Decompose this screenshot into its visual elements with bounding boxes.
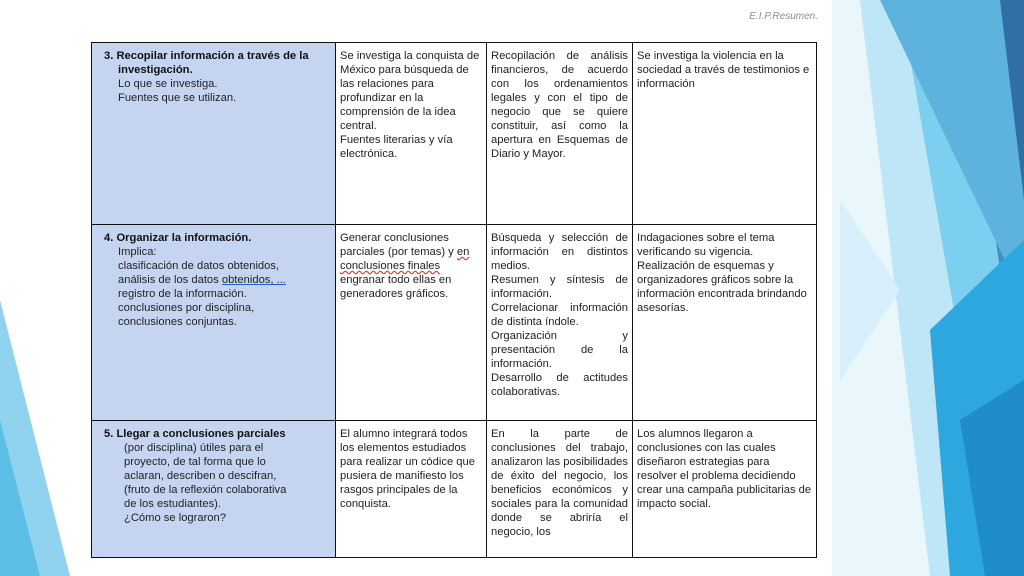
step-line: conclusiones por disciplina, bbox=[118, 302, 255, 314]
cell-text bbox=[340, 231, 482, 301]
underlined-word: obtenidos, ... bbox=[221, 274, 286, 286]
step-line: Implica: bbox=[118, 246, 157, 258]
step-line bbox=[104, 273, 331, 287]
cell bbox=[487, 225, 633, 421]
step-line: aclaran, describen o descifran, bbox=[124, 470, 277, 482]
step-line: ¿Cómo se lograron? bbox=[124, 512, 226, 524]
step-line: (fruto de la reflexión colaborativa bbox=[124, 484, 287, 496]
cell bbox=[487, 43, 633, 225]
cell bbox=[487, 421, 633, 558]
cell-text: Correlacionar información de distinta índole. bbox=[491, 302, 628, 328]
cell bbox=[336, 225, 487, 421]
step-line: Lo que se investiga. bbox=[118, 78, 218, 90]
cell-text: Fuentes literarias y vía electrónica. bbox=[340, 134, 453, 160]
table-row bbox=[92, 225, 817, 421]
step-cell bbox=[92, 43, 336, 225]
cell bbox=[336, 421, 487, 558]
cell-text: Los alumnos llegaron a conclusiones con las cuales diseñaron estrategias para resolver el problema decidiendo crear una campaña publicitarias de impacto social. bbox=[637, 428, 812, 510]
table-row bbox=[92, 43, 817, 225]
header-tag: E.I.P.Resumen. bbox=[749, 11, 818, 22]
step-line: Fuentes que se utilizan. bbox=[118, 92, 237, 104]
cell bbox=[633, 43, 817, 225]
cell-text-part: engranar todo ellas en generadores gráficos. bbox=[340, 274, 452, 300]
step-line: proyecto, de tal forma que lo bbox=[124, 456, 266, 468]
step-line: (por disciplina) útiles para el bbox=[124, 442, 264, 454]
cell-text: Resumen y síntesis de información. bbox=[491, 274, 628, 300]
cell bbox=[336, 43, 487, 225]
step-line-text: análisis de los datos bbox=[118, 274, 222, 286]
cell-text: Búsqueda y selección de información en distintos medios. bbox=[491, 232, 628, 272]
table-row bbox=[92, 421, 817, 558]
cell-text: Desarrollo de actitudes colaborativas. bbox=[491, 372, 628, 398]
step-title: 5. Llegar a conclusiones parciales bbox=[104, 428, 286, 440]
cell-text: Se investiga la conquista de México para búsqueda de las relaciones para profundizar en la comprensión de la idea central. bbox=[340, 50, 480, 132]
cell-text: Realización de esquemas y organizadores gráficos sobre la información encontrada brindando asesorías. bbox=[637, 260, 807, 314]
step-line: de los estudiantes). bbox=[124, 498, 222, 510]
cell bbox=[633, 421, 817, 558]
cell-text: Indagaciones sobre el tema verificando su vigencia. bbox=[637, 232, 775, 258]
step-title-cont: investigación. bbox=[118, 64, 193, 76]
cell-text: El alumno integrará todos los elementos estudiados para realizar un códice que pusiera de manifiesto los rasgos principales de la conquista. bbox=[340, 428, 475, 510]
cell-text-part: Generar conclusiones parciales (por temas) y bbox=[340, 232, 457, 258]
cell-text: En la parte de conclusiones del trabajo, analizaron las posibilidades de éxito del negocio, los beneficios económicos y sociales para la comunidad donde se abriría el negocio, los bbox=[491, 428, 628, 538]
step-cell bbox=[92, 225, 336, 421]
step-title: 4. Organizar la información. bbox=[104, 232, 252, 244]
cell-text: Recopilación de análisis financieros, de acuerdo con los ordenamientos legales y con el tipo de negocio que se quiere constituir, así como la apertura en Esquemas de Diario y Mayor. bbox=[491, 50, 628, 160]
cell-text: Organización y presentación de la información. bbox=[491, 330, 628, 370]
step-line: registro de la información. bbox=[118, 288, 247, 300]
spellcheck-underline: en conclusiones finales bbox=[340, 246, 470, 272]
step-title: 3. Recopilar información a través de la bbox=[104, 50, 309, 62]
step-line: conclusiones conjuntas. bbox=[118, 316, 237, 328]
content-table bbox=[91, 42, 817, 558]
cell-text: Se investiga la violencia en la sociedad a través de testimonios e información bbox=[637, 50, 810, 90]
step-line: clasificación de datos obtenidos, bbox=[118, 260, 280, 272]
step-cell bbox=[92, 421, 336, 558]
cell bbox=[633, 225, 817, 421]
